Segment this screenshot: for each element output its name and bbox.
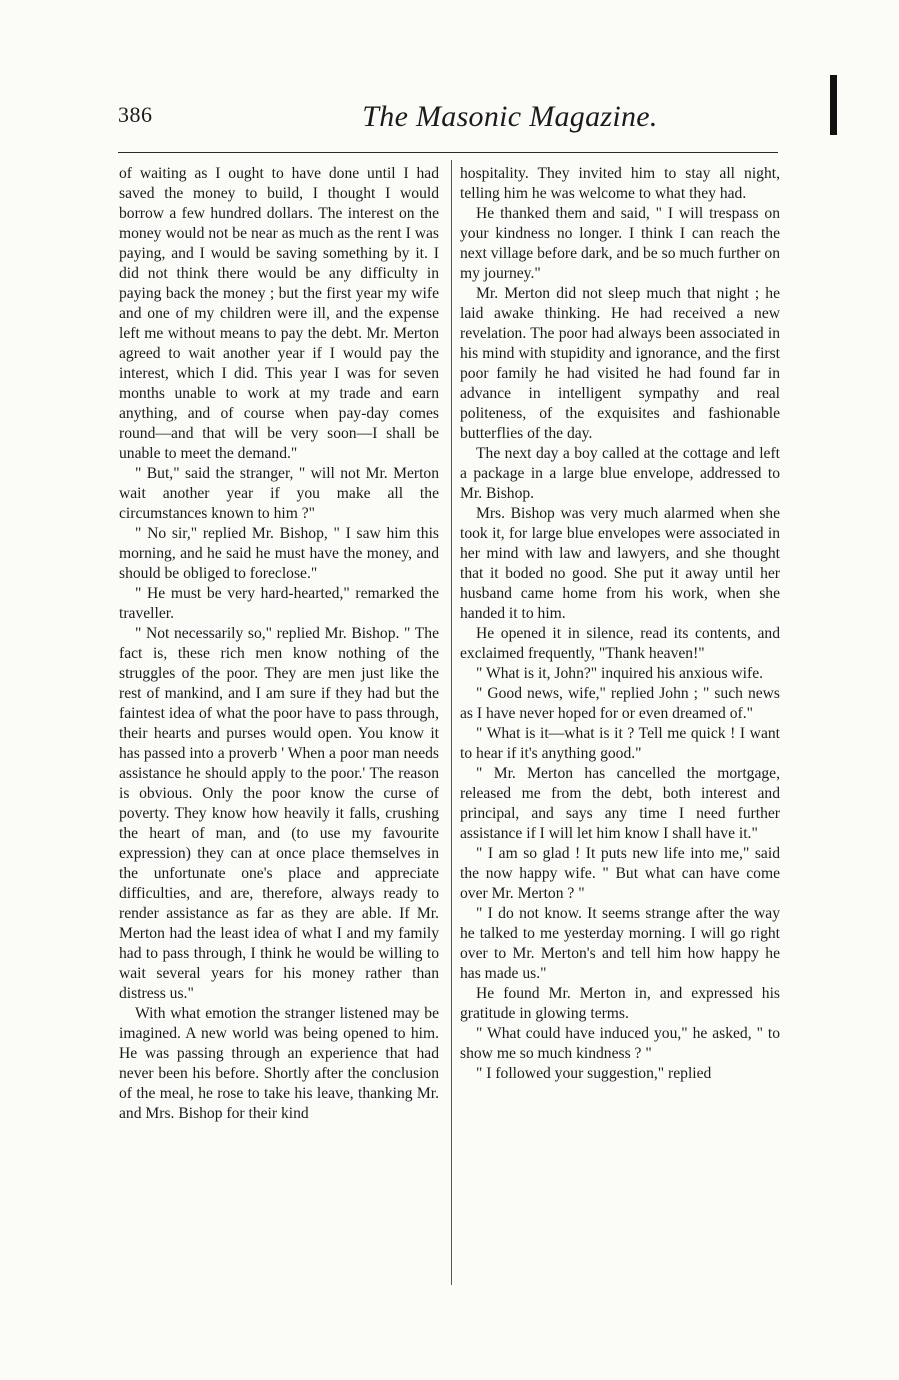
paragraph: Mrs. Bishop was very much alarmed when she took it, for large blue envelopes were associated in her mind with law and lawyers, and she thought that it boded no good. She put it away until her husband came home from his work, when she handed it to him. (460, 505, 780, 622)
paragraph: He found Mr. Merton in, and expressed his gratitude in glowing terms. (460, 985, 780, 1022)
paragraph: The next day a boy called at the cottage and left a package in a large blue envelope, addressed to Mr. Bishop. (460, 445, 780, 502)
paragraph: Mr. Merton did not sleep much that night ; he laid awake thinking. He had received a new revelation. The poor had always been associated in his mind with stupidity and ignorance, and the first poor family he had visited he had found far in advance in intelligent sympathy and real politeness, of the exquisites and fashionable butterflies of the day. (460, 285, 780, 442)
paragraph: He opened it in silence, read its contents, and exclaimed frequently, "Thank heaven!" (460, 625, 780, 662)
right-column (460, 164, 780, 1084)
paragraph: " I do not know. It seems strange after the way he talked to me yesterday morning. I will go right over to Mr. Merton's and tell him how happy he has made us." (460, 905, 780, 982)
paragraph: " What is it—what is it ? Tell me quick ! I want to hear if it's anything good." (460, 725, 780, 762)
paragraph: " Not necessarily so," replied Mr. Bishop. " The fact is, these rich men know nothing of the struggles of the poor. They are men just like the rest of mankind, and I am sure if they had but the faintest idea of what the poor have to pass through, their hearts and purses would open. You know it has passed into a proverb ' When a poor man needs assistance he should apply to the poor.' The reason is obvious. Only the poor know the curse of poverty. They know how heavily it falls, crushing the heart of man, and (to use my favourite expression) they can at once place themselves in the unfortunate one's place and appreciate difficulties, and are, therefore, always ready to render assistance as far as they are able. If Mr. Merton had the least idea of what I and my family had to pass through, I think he would be willing to wait several years for his money rather than distress us." (119, 625, 439, 1002)
paragraph: " He must be very hard-hearted," remarked the traveller. (119, 585, 439, 622)
paragraph: hospitality. They invited him to stay all night, telling him he was welcome to what they had. (460, 165, 780, 202)
running-title: The Masonic Magazine. (362, 100, 658, 133)
margin-mark (830, 75, 837, 135)
paragraph: With what emotion the stranger listened may be imagined. A new world was being opened to him. He was passing through an experience that had never been his before. Shortly after the conclusion of the meal, he rose to take his leave, thanking Mr. and Mrs. Bishop for their kind (119, 1005, 439, 1122)
paragraph: He thanked them and said, " I will trespass on your kindness no longer. I think I can reach the next village before dark, and be so much further on my journey." (460, 205, 780, 282)
paragraph: " No sir," replied Mr. Bishop, " I saw him this morning, and he said he must have the money, and should be obliged to foreclose." (119, 525, 439, 582)
paragraph: " What could have induced you," he asked, " to show me so much kindness ? " (460, 1025, 780, 1062)
paragraph: " What is it, John?" inquired his anxious wife. (476, 665, 764, 682)
paragraph: " But," said the stranger, " will not Mr. Merton wait another year if you make all the circumstances known to him ?" (119, 465, 439, 522)
column-divider (451, 160, 452, 1285)
header-rule (118, 152, 778, 153)
page-number: 386 (118, 102, 153, 127)
paragraph: " I am so glad ! It puts new life into me," said the now happy wife. " But what can have come over Mr. Merton ? " (460, 845, 780, 902)
paragraph: of waiting as I ought to have done until I had saved the money to build, I thought I would borrow a few hundred dollars. The interest on the money would not be near as much as the rent I was paying, and I would be saving something by it. I did not think there would be any difficulty in paying back the money ; but the first year my wife and one of my children were ill, and the expense left me without means to pay the debt. Mr. Merton agreed to wait another year if I would pay the interest, which I did. This year I was for seven months unable to work at my trade and earn anything, and of course when pay-day comes round—and that will be very soon—I shall be unable to meet the demand." (119, 165, 439, 462)
left-column (119, 164, 439, 1124)
paragraph: " Good news, wife," replied John ; " such news as I have never hoped for or even dreamed of." (460, 685, 780, 722)
paragraph: " I followed your suggestion," replied (476, 1065, 712, 1082)
paragraph: " Mr. Merton has cancelled the mortgage, released me from the debt, both interest and principal, and says any time I need further assistance if I will let him know I shall have it." (460, 765, 780, 842)
